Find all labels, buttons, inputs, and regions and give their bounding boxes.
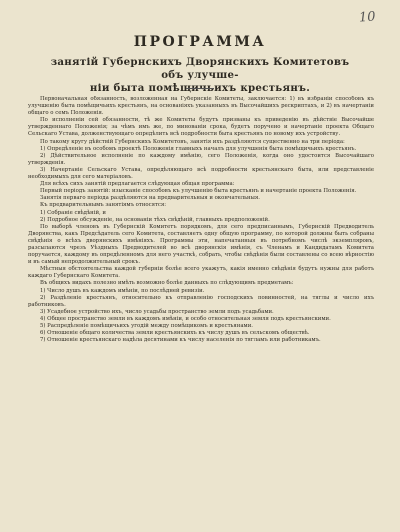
paragraph: 6) Отношеніе общаго количества земли крестьянскихъ къ числу душъ въ сельскомъ обществѣ. (40, 330, 310, 337)
paragraph: 7) Отношеніе крестьянскаго надѣла десятинами къ числу населенія по тягламъ или работникамъ. (40, 337, 321, 344)
paragraph: 2) Раздѣленіе крестьянъ, относительно къ отправленію господскихъ повинностей, на тяглы и число ихъ работниковъ. (28, 294, 374, 308)
paragraph: 2) Подробное обсужденіе, на основаніи тѣхъ свѣдѣній, главныхъ предположеній. (40, 216, 270, 223)
document-subtitle (44, 56, 356, 95)
paragraph: Мѣстныя обстоятельства каждой губерніи болѣе всего укажутъ, какія именно свѣдѣнія будутъ нужны для работъ каждаго Губернскаго Комитета. (28, 266, 374, 280)
paragraph: 3) Усадебное устройство ихъ, число усадьбы пространство земли подъ усадьбами. (40, 308, 274, 315)
paragraph: 1) Опредѣленіе въ особомъ проектѣ Положенія главныхъ началъ для улучшенія быта помѣщичьихъ крестьянъ. (40, 145, 357, 152)
paragraph: Занятія перваго періода раздѣляются на предварительныя и окончательныя. (40, 195, 260, 202)
paragraph: 1) Число душъ въ каждомъ имѣніи, по послѣдней ревизіи. (40, 287, 205, 294)
paragraph: Первый періодъ занятій: изысканіе способовъ къ улучшенію быта крестьянъ и начертаніе проекта Положенія. (40, 188, 357, 195)
paragraph: Въ общихъ видахъ полезно имѣть возможно болѣе данныхъ по слѣдующимъ предметамъ: (40, 280, 294, 287)
paragraph: Первоначальная обязанность, возложенная на Губернскіе Комитеты, заключается: 1) въ избраніи способовъ къ улучшенію быта помѣщичьихъ крестьянъ, на основаніяхъ указанныхъ въ Высочайшихъ рескриптахъ, и 2) въ начертаніи общаго о семъ Положенія. (28, 96, 374, 117)
page-number: 10 (358, 9, 377, 26)
subtitle-line-2: ніи быта помѣщичьихъ крестьянъ. (89, 82, 311, 94)
document-body (28, 96, 374, 528)
paragraph: 3) Начертаніе Сельскаго Устава, опредѣляющаго всѣ подробности крестьянскаго быта, или представленіе необходимыхъ для сего матеріаловъ. (28, 166, 374, 181)
paragraph: 5) Распредѣленіе помѣщичьихъ угодій между помѣщикомъ и крестьянами. (40, 323, 253, 329)
paragraph: По выборѣ членовъ въ Губернскій Комитетъ порядкомъ, для сего предписаннымъ, Губернскій Предводитель Дворянства, какъ Предсѣдатель сего Комитета, составляетъ одну общую программу, по которой должны быть собраны свѣдѣнія о всѣхъ дворянскихъ имѣніяхъ. Программы эти, напечатанныя въ потребномъ числѣ экземпляровъ, разсылаются чрезъ Уѣздныхъ Предводителей во всѣ дворянскія имѣнія, съ Членамъ и Кандидатамъ Комитета поручается, каждому въ опредѣленномъ для него участкѣ, собрать, чтобы свѣдѣнія были составлены со всею вѣрностію и въ самый непродолжительный срокъ. (28, 223, 374, 266)
paragraph: По такому кругу дѣйствій Губернскихъ Комитетовъ, занятія ихъ раздѣляются существенно на три періода: (40, 138, 345, 145)
paragraph: 2) Дѣйствительное исполненіе по каждому имѣнію, сего Положенія, когда оно удостоится Высочайшаго утвержденія. (28, 152, 374, 166)
paragraph: Для всѣхъ сихъ занятій предлагается слѣдующая общая программа: (40, 181, 235, 188)
paragraph: По исполненіи сей обязанности, тѣ же Комитеты будутъ призваны къ приведенію въ дѣйствіе Высочайше утвержденнаго Положенія; за чѣмъ имъ же, по минованіи срока, будетъ поручено и начертаніе проекта Общаго Сельскаго Устава, долженствующаго опредѣлить всѣ подробности быта крестьянъ по новому ихъ устройству. (28, 117, 374, 138)
title-divider (186, 88, 214, 89)
paragraph: 4) Общее пространство земли въ каждомъ имѣніи, и особо относительная земля подъ крестьянскими. (40, 315, 331, 322)
paragraph: 1) Собраніе свѣдѣній, и (40, 209, 106, 216)
paragraph: Къ предварительнымъ занятіямъ относятся: (40, 202, 167, 209)
document-title: ПРОГРАММА (133, 34, 267, 50)
subtitle-line-1: занятій Губернскихъ Дворянскихъ Комитетовъ объ улучше- (50, 56, 350, 81)
